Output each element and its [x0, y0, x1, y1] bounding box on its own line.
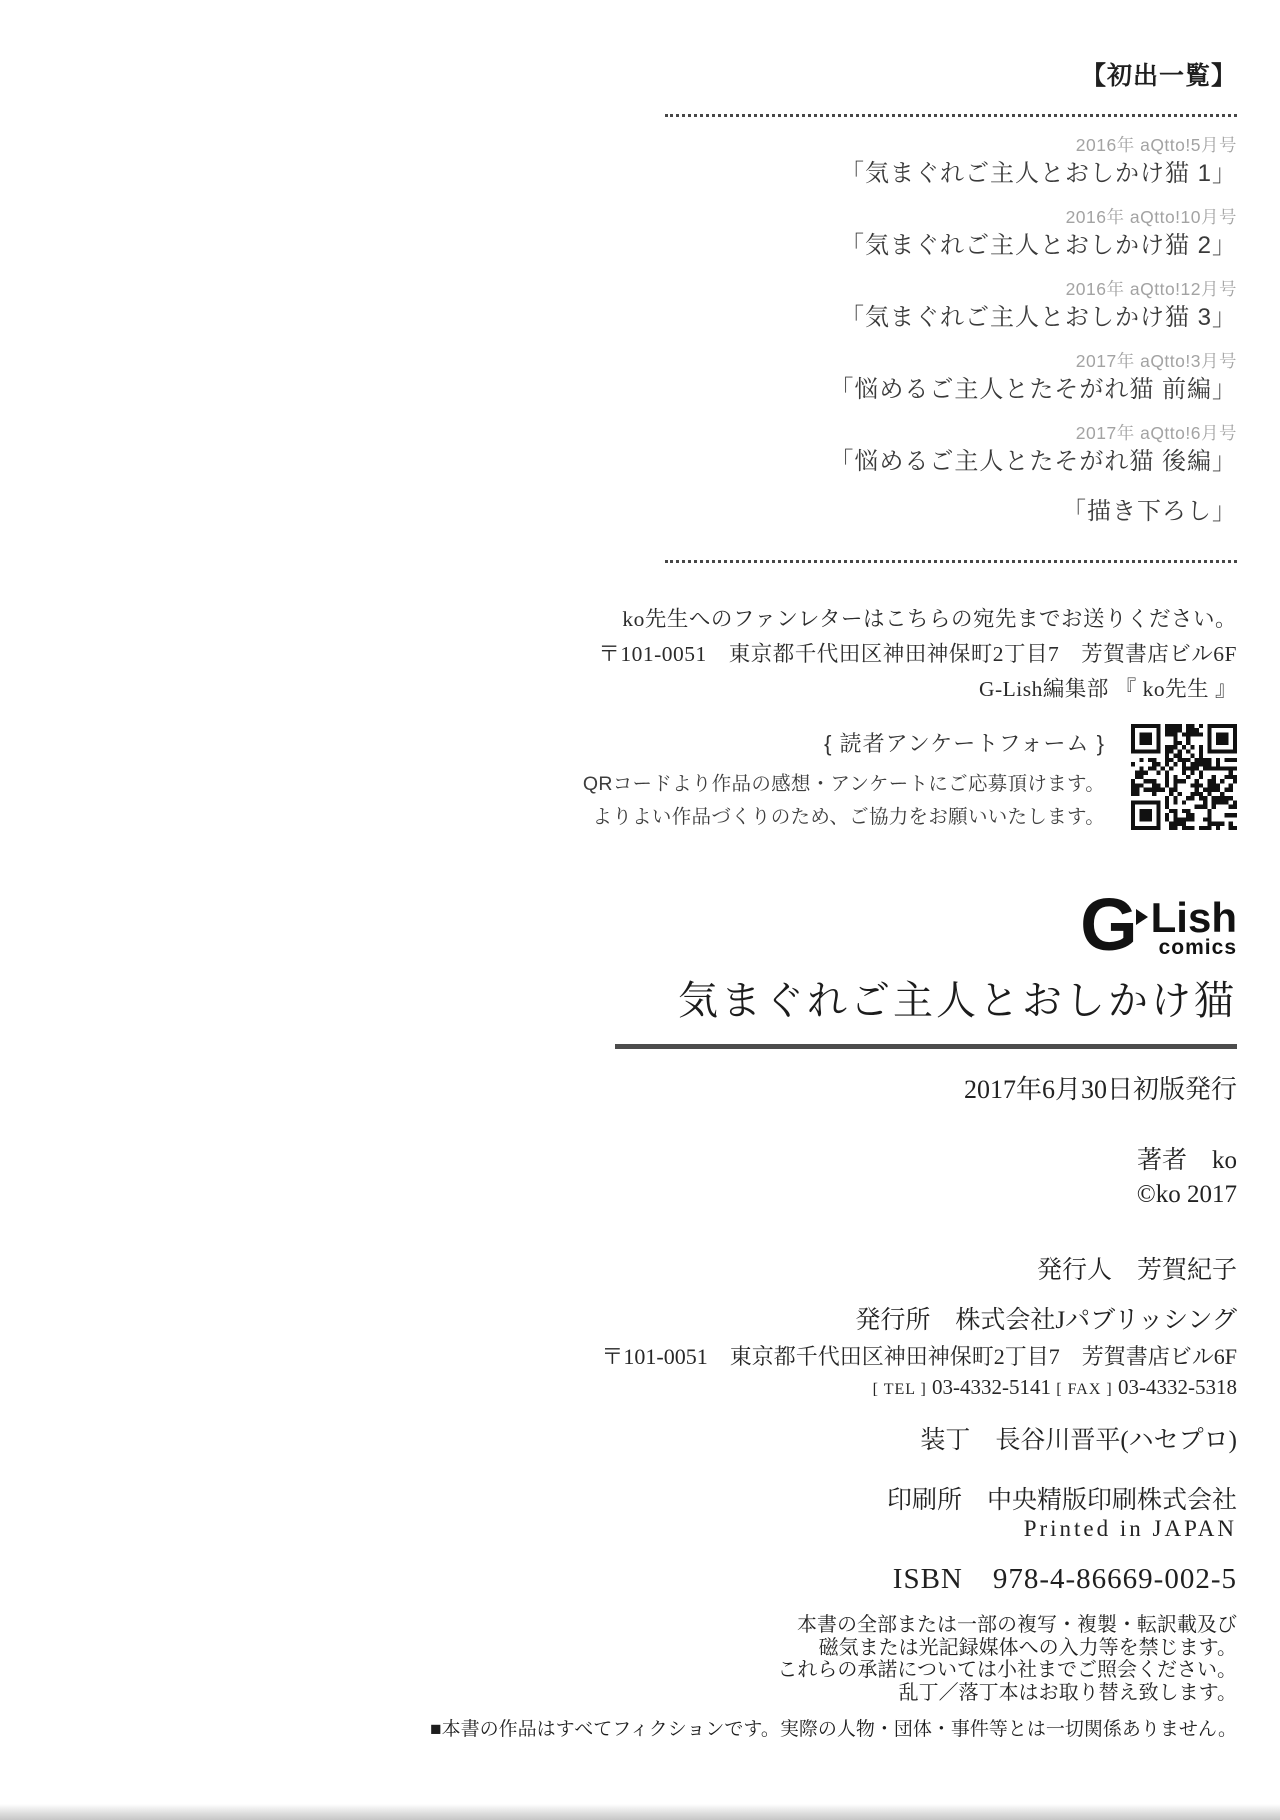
publication-issue: 2017年 aQtto!3月号	[1075, 351, 1237, 371]
questionnaire-heading: { 読者アンケートフォーム }	[824, 731, 1105, 756]
fax-number: 03-4332-5318	[1118, 1375, 1237, 1399]
design-credit: 装丁 長谷川晋平(ハセプロ)	[920, 1427, 1237, 1454]
fiction-disclaimer: ■本書の作品はすべてフィクションです。実際の人物・団体・事件等とは一切関係ありません。	[430, 1719, 1237, 1740]
publication-entry	[477, 350, 1237, 408]
first-publication-list	[477, 134, 1237, 544]
publication-issue: 2016年 aQtto!10月号	[1065, 207, 1237, 227]
logo-g-letter: G	[1080, 883, 1135, 966]
publication-title: 「気まぐれご主人とおしかけ猫 1」	[839, 160, 1237, 187]
tel-label: [ TEL ]	[872, 1381, 927, 1398]
publication-entry	[477, 206, 1237, 264]
scan-bottom-edge	[0, 1804, 1280, 1820]
fan-letter-instruction: ko先生へのファンレターはこちらの宛先までお送りください。	[622, 607, 1237, 631]
dotted-divider-top	[665, 114, 1237, 117]
publication-entry	[477, 278, 1237, 336]
publisher-address: 〒101-0051 東京都千代田区神田神保町2丁目7 芳賀書店ビル6F	[601, 1344, 1237, 1369]
publication-title: 「悩めるご主人とたそがれ猫 前編」	[829, 376, 1237, 403]
publication-entry	[477, 134, 1237, 192]
publication-title: 「描き下ろし」	[1062, 498, 1237, 525]
first-publication-header: 【初出一覧】	[1080, 62, 1237, 90]
copyright-line: ©ko 2017	[1136, 1181, 1237, 1208]
publication-title: 「気まぐれご主人とおしかけ猫 3」	[839, 304, 1237, 331]
publication-title: 「悩めるご主人とたそがれ猫 後編」	[829, 448, 1237, 475]
printer-credit: 印刷所 中央精版印刷株式会社	[886, 1487, 1237, 1514]
publication-title: 「気まぐれご主人とおしかけ猫 2」	[839, 232, 1237, 259]
rights-line: 本書の全部または一部の複写・複製・転訳載及び	[797, 1614, 1237, 1636]
book-title: 気まぐれご主人とおしかけ猫	[678, 978, 1237, 1023]
logo-wordmark	[1150, 894, 1237, 959]
logo-lish-text: Lish	[1150, 894, 1237, 941]
qr-code-icon	[1131, 724, 1237, 830]
edition-date: 2017年6月30日初版発行	[963, 1075, 1237, 1104]
questionnaire-line2: よりよい作品づくりのため、ご協力をお願いいたします。	[592, 806, 1105, 828]
rights-notice	[777, 1614, 1237, 1704]
questionnaire-line1: QRコードより作品の感想・アンケートにご応募頂けます。	[582, 773, 1105, 795]
author-block	[1137, 1144, 1237, 1212]
publisher-person: 発行人 芳賀紀子	[1036, 1257, 1237, 1284]
dotted-divider-bottom	[665, 560, 1237, 563]
publication-issue: 2017年 aQtto!6月号	[1075, 423, 1237, 443]
author-line: 著者 ko	[1136, 1147, 1237, 1174]
publication-issue: 2016年 aQtto!5月号	[1075, 135, 1237, 155]
logo-triangle-icon	[1136, 909, 1148, 925]
printed-in-japan: Printed in JAPAN	[1023, 1516, 1237, 1541]
rights-line: 乱丁／落丁本はお取り替え致します。	[898, 1681, 1237, 1704]
publication-entry	[477, 494, 1237, 530]
fan-letter-block	[477, 602, 1237, 707]
questionnaire-section	[477, 724, 1237, 834]
fax-label: [ FAX ]	[1056, 1381, 1113, 1398]
publication-issue: 2016年 aQtto!12月号	[1065, 279, 1237, 299]
tel-number: 03-4332-5141	[932, 1375, 1052, 1399]
logo-comics-text: comics	[1158, 936, 1237, 959]
fan-letter-recipient: G-Lish編集部 『 ko先生 』	[978, 677, 1237, 701]
glish-comics-logo	[1080, 883, 1237, 966]
tel-fax-line	[873, 1372, 1237, 1405]
rights-line: 磁気または光記録媒体への入力等を禁じます。	[818, 1636, 1237, 1659]
rights-line: これらの承諾については小社までご照会ください。	[777, 1659, 1237, 1681]
publication-entry	[477, 422, 1237, 480]
questionnaire-text	[583, 724, 1105, 834]
title-divider-rule	[615, 1044, 1237, 1049]
isbn-number: ISBN 978-4-86669-002-5	[892, 1563, 1237, 1595]
fan-letter-address: 〒101-0051 東京都千代田区神田神保町2丁目7 芳賀書店ビル6F	[598, 642, 1237, 666]
publisher-company: 発行所 株式会社Jパブリッシング	[855, 1307, 1237, 1334]
